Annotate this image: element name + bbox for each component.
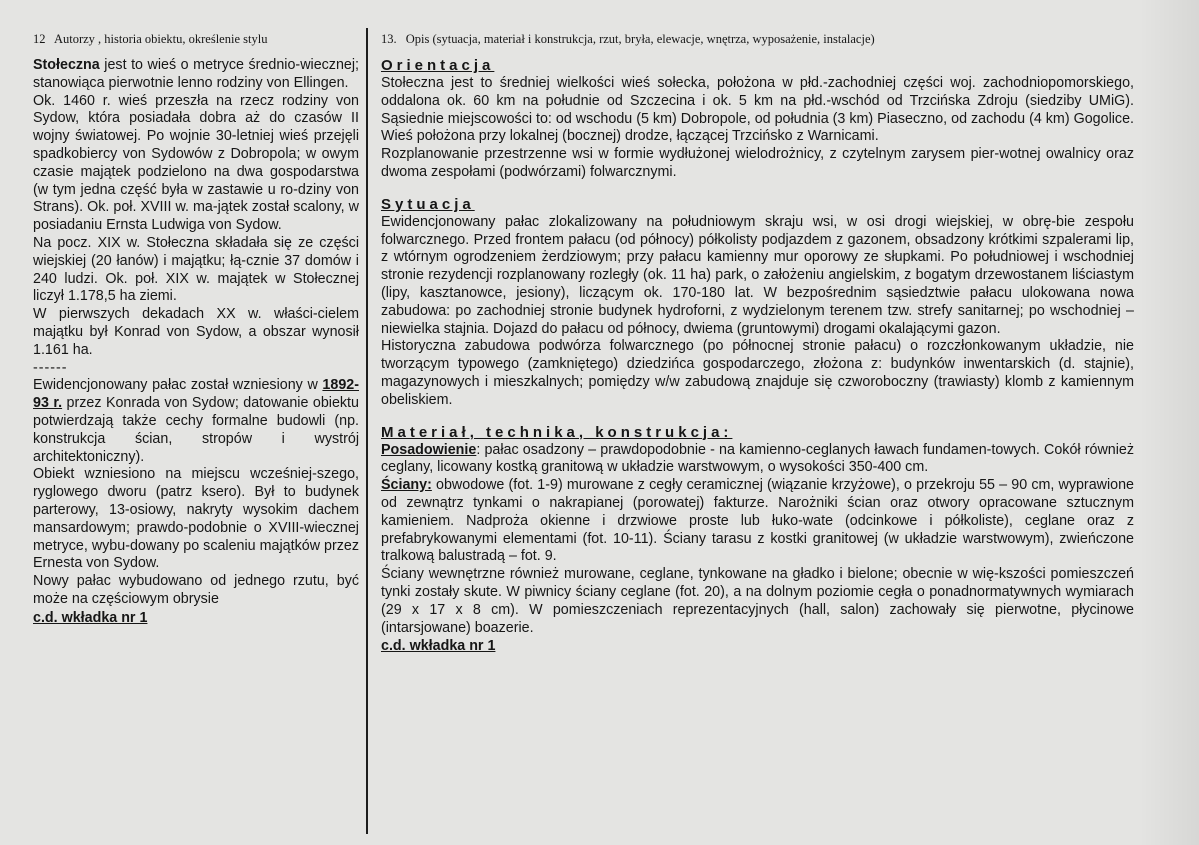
right-page-header (381, 32, 1134, 47)
right-page (381, 32, 1134, 655)
sciany-label: Ściany: (381, 477, 432, 494)
spacer (381, 410, 1134, 424)
column-divider (366, 28, 368, 834)
sciany-paragraph-2: Ściany wewnętrzne również murowane, ceglane, tynkowane na gładko i bielone; obecnie w wię-kszości pomieszczeń tynki zostały skute. W piwnicy ściany ceglane (fot. 20), a na dolnym poziomie cegła o ponadnormatywnych wymiarach (29 x 17 x 8 cm). W pomieszczeniach reprezentacyjnych (hall, salon) zachowały się pierwotne, płycinowe (intarsjowane) boazerie. (381, 566, 1134, 636)
material-heading: Materiał, technika, konstrukcja: (381, 423, 733, 441)
history-paragraph-5: Ewidencjonowany pałac został wzniesiony w 1892-93 r. przez Konrada von Sydow; datowanie obiektu potwierdzają także cechy formalne budowli (np. konstrukcja ścian, stropów i wystrój architektoniczny). (33, 377, 359, 465)
section-heading: Opis (sytuacja, materiał i konstrukcja, rzut, bryła, elewacje, wnętrza, wyposażenie, instalacje) (405, 32, 875, 46)
spacer (381, 182, 1134, 196)
sytuacja-heading: Sytuacja (381, 195, 475, 213)
scan-shadow (1139, 0, 1199, 845)
orientacja-heading: Orientacja (381, 57, 495, 74)
construction-date: 1892-93 r. (33, 377, 359, 412)
orientacja-paragraph-2: Rozplanowanie przestrzenne wsi w formie wydłużonej wielodrożnicy, z czytelnym zarysem pier-wotnej owalnicy oraz dwoma zespołami (podwórzami) folwarcznymi. (381, 146, 1134, 180)
sytuacja-paragraph-2: Historyczna zabudowa podwórza folwarcznego (po północnej stronie pałacu) o rozczłonkowanym układzie, nie tworzącym typowego (zamkniętego) dziedzińca gospodarczego, złożona z: budynków inwentarskich (d. stajnie), magazynowych i mieszkalnych; pomiędzy w/w zabudową znajduje się czworoboczny (trawiasty) klomb z kamiennym obeliskiem. (381, 338, 1134, 408)
village-name: Stołeczna (33, 57, 100, 73)
continued-note: c.d. wkładka nr 1 (381, 638, 496, 655)
sciany-paragraph-1: Ściany: obwodowe (fot. 1-9) murowane z cegły ceramicznej (wiązanie krzyżowe), o przekroju 55 – 90 cm, wyprawione od zewnątrz tynkami o nakrapianej (porowatej) fakturze. Narożniki ścian oraz otwory opracowane sztucznym kamieniem. Nadproża okienne i drzwiowe proste lub łuko-wate (odcinkowe i półkoliste), ceglane oraz z prefabrykowanymi elementami (fot. 10-11). Ściany tarasu z kostki granitowej (w układzie warstwowym), zwieńczone tralkową balustradą – fot. 9. (381, 477, 1134, 565)
posadowienie-paragraph: Posadowienie: pałac osadzony – prawdopodobnie - na kamienno-ceglanych ławach fundamen-towych. Cokół również ceglany, licowany kostką granitową w układzie warstwowym, o wysokości 350-400 cm. (381, 441, 1134, 476)
continued-note: c.d. wkładka nr 1 (33, 609, 148, 626)
sytuacja-paragraph-1: Ewidencjonowany pałac zlokalizowany na południowym skraju wsi, w osi drogi wiejskiej, w obrę-bie zespołu folwarcznego. Przed frontem pałacu (od północy) półkolisty podjazdem z gazonem, obsadzony krótkimi szpalerami lip, z wtórnym ogrodzeniem żerdziowym; przy pałacu kamienny mur oporowy ze słupkami. Po południowej i wschodniej stronie rezydencji rozplanowany rozległy (ok. 11 ha) park, o założeniu angielskim, z bogatym drzewostanem liściastym (lipy, kasztanowce, jesiony), liczącym ok. 170-180 lat. W bezpośrednim sąsiedztwie pałacu ulokowana nowa zabudowa: po zachodniej stronie budynek hydroforni, z wydzielonym terenem tzw. strefy sanitarnej; po wschodniej – niewielka stajnia. Dojazd do pałacu od północy, dwiema (gruntowymi) drogami okalającymi gazon. (381, 213, 1134, 337)
history-paragraph-3: Na pocz. XIX w. Stołeczna składała się ze części wiejskiej (20 łanów) i majątku; łą-cznie 37 domów i 240 ludzi. Ok. poł. XIX w. majątek w Stołecznej liczył 1.178,5 ha ziemi. (33, 234, 359, 305)
left-page-header (33, 32, 359, 47)
orientacja-paragraph-1: Stołeczna jest to średniej wielkości wieś sołecka, położona w płd.-zachodniej części woj. zachodniopomorskiego, oddalona ok. 60 km na południe od Szczecina i ok. 5 km na płd.-wschód od Trzcińska Zdroju (siedziby UMiG). Sąsiednie miejscowości to: od wschodu (5 km) Dobropole, od południa (3 km) Piaseczno, od zachodu (4 km) Gogolice. Wieś położona przy lokalnej (bocznej) drodze, łączącej Trzcińsko z Warnicami. (381, 75, 1134, 145)
history-paragraph-7: Nowy pałac wybudowano od jednego rzutu, być może na częściowym obrysie (33, 573, 359, 607)
section-heading: Autorzy , historia obiektu, określenie stylu (53, 32, 268, 46)
history-paragraph-4: W pierwszych dekadach XX w. właści-cielem majątku był Konrad von Sydow, a obszar wynosił 1.161 ha. (33, 306, 359, 358)
left-page (33, 32, 359, 627)
page-number: 13. (381, 32, 397, 46)
history-paragraph-6: Obiekt wzniesiono na miejscu wcześniej-szego, ryglowego dworu (patrz ksero). Był to budynek parterowy, 13-osiowy, nakryty wysokim dachem mansardowym; prawdo-podobnie o XVIII-wiecznej metryce, wybu-dowany po scaleniu majątków przez Ernesta von Sydow. (33, 466, 359, 572)
separator: ------ (33, 359, 68, 376)
page-number: 12 (33, 32, 46, 46)
history-paragraph-1: Stołeczna jest to wieś o metryce średnio-wiecznej; stanowiąca pierwotnie lenno rodziny von Ellingen. (33, 57, 359, 91)
history-paragraph-2: Ok. 1460 r. wieś przeszła na rzecz rodziny von Sydow, która posiadała dobra aż do czasów II wojny światowej. Po wojnie 30-letniej wieś przejęli spadkobiercy von Sydowów z Dobropola; w owym czasie majątek podzielono na dwa gospodarstwa (w tym jedna część była w zastawie u ro-dziny von Strans). Ok. poł. XVIII w. ma-jątek został scalony, w posiadaniu Ernsta Ludwiga von Sydow. (33, 92, 359, 234)
posadowienie-label: Posadowienie (381, 441, 477, 458)
